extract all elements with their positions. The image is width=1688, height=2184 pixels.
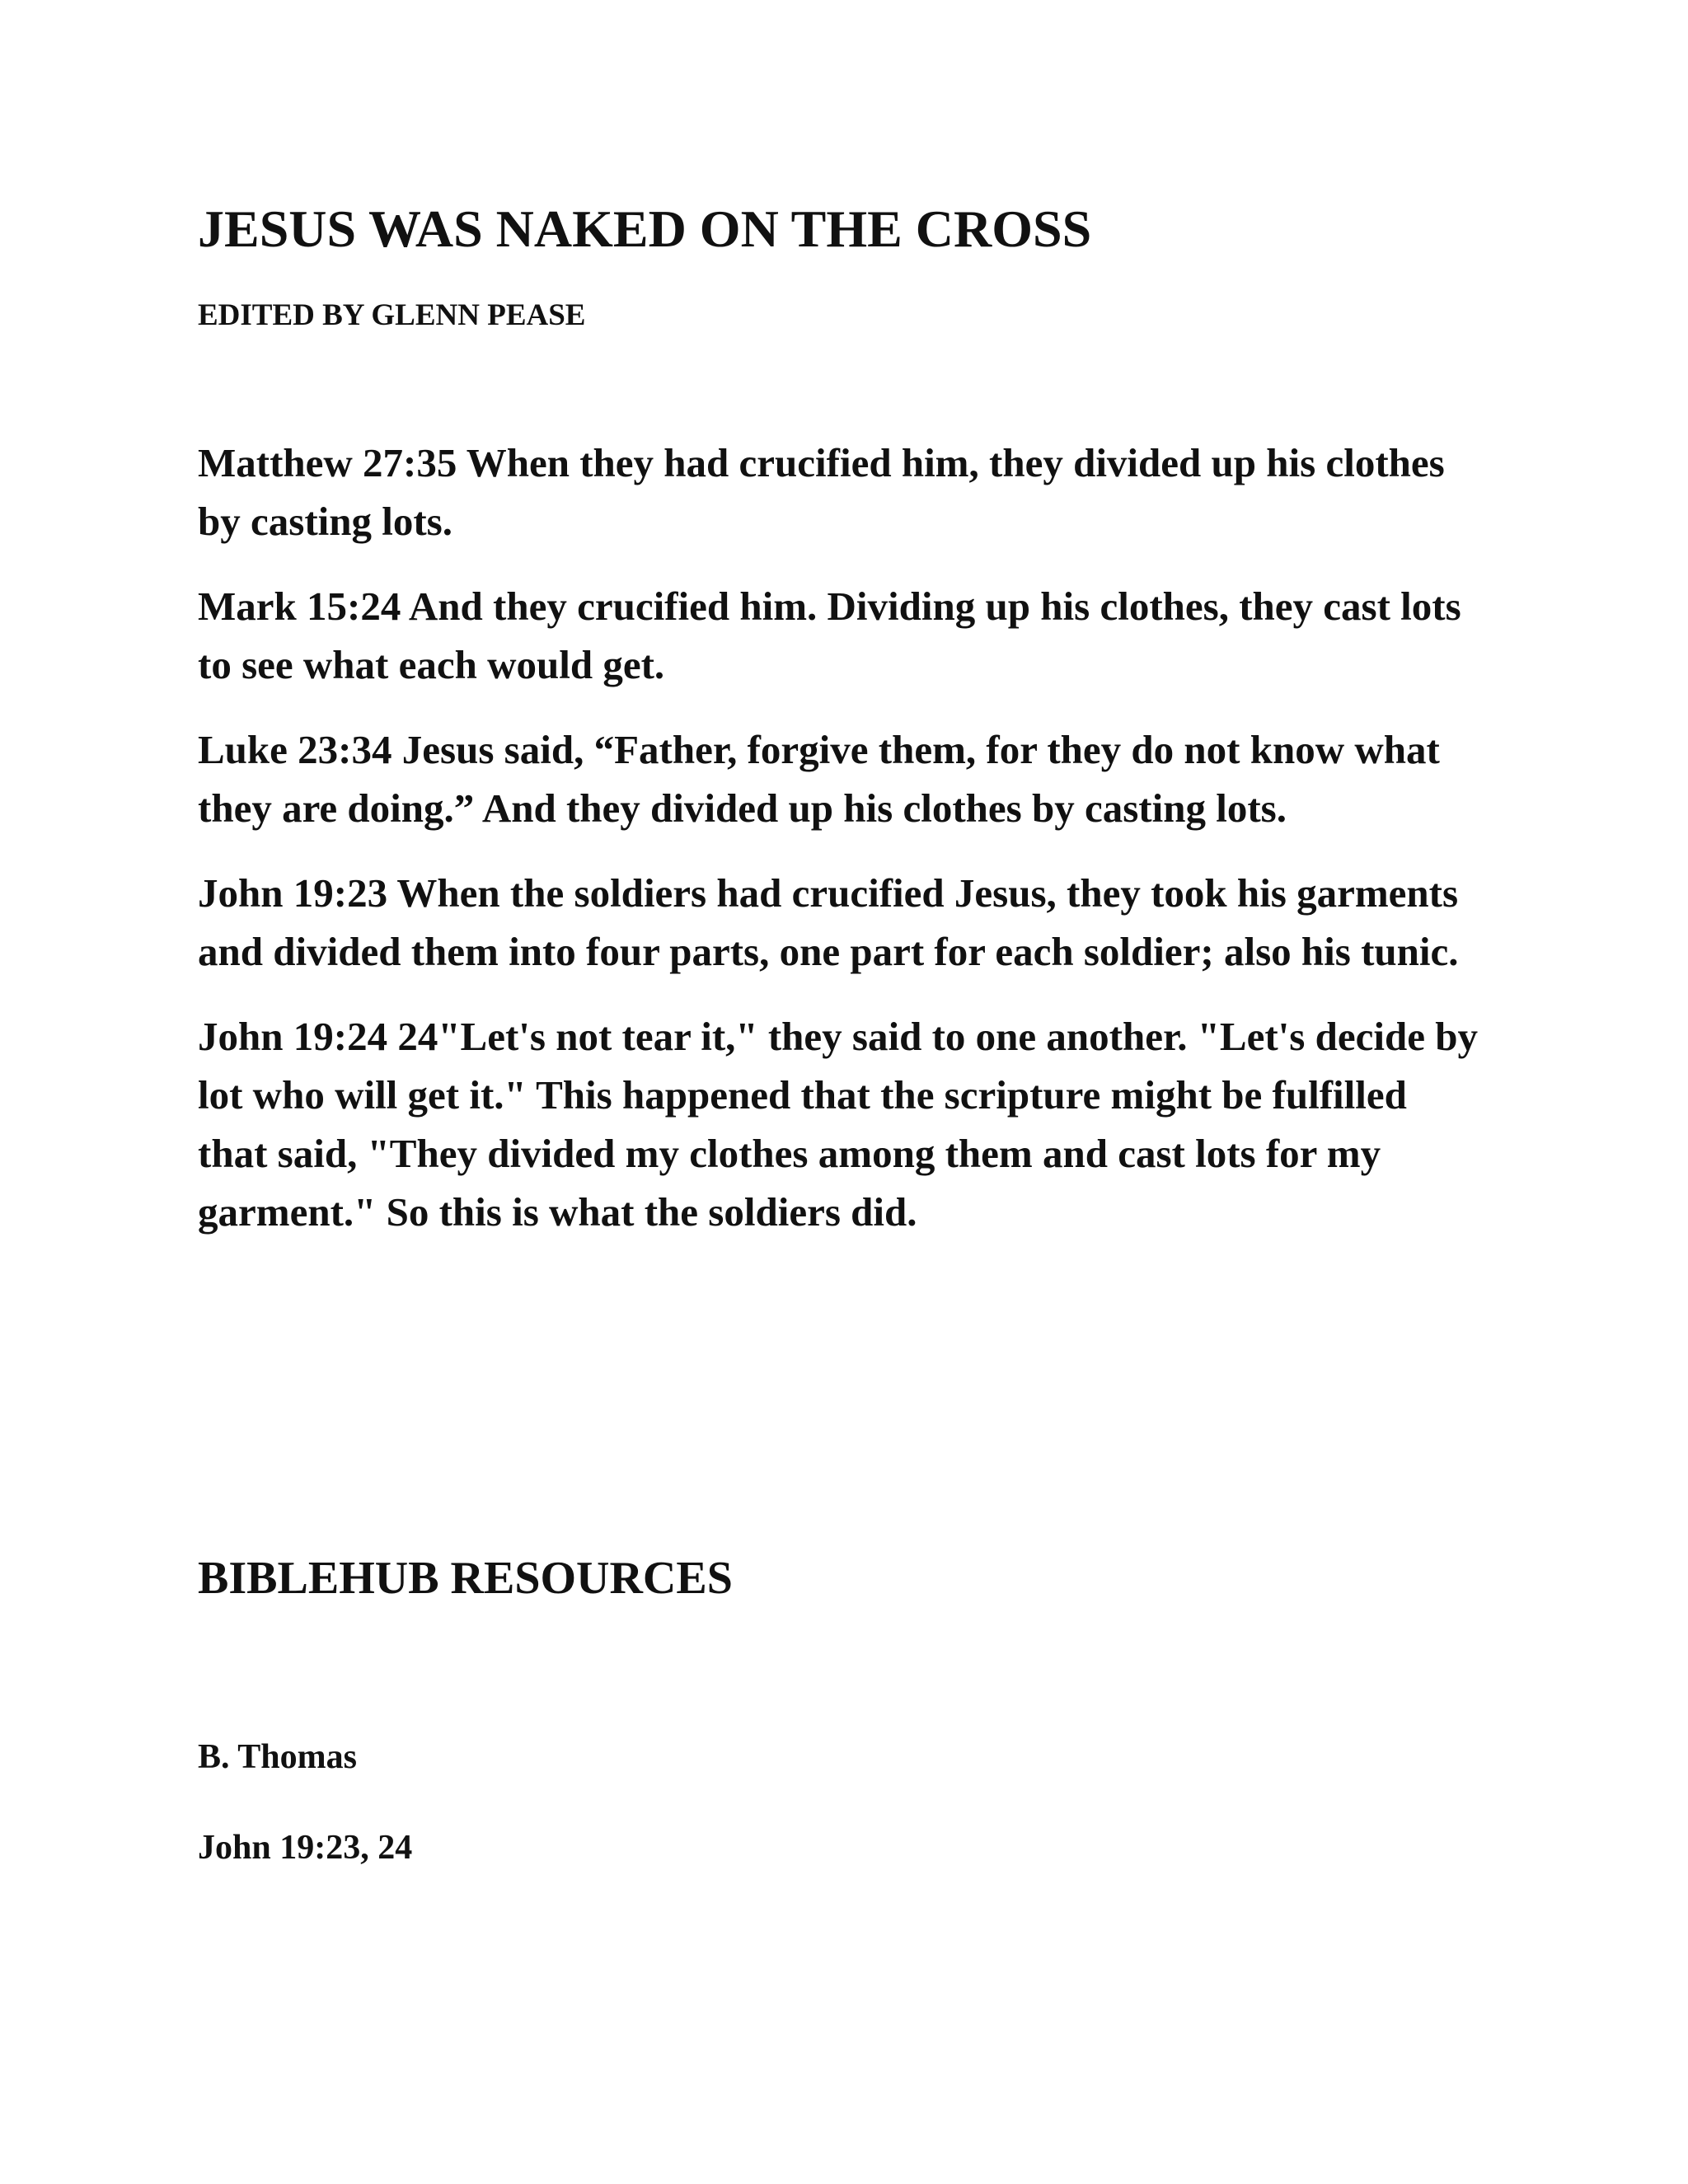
verse-john-19-23: John 19:23 When the soldiers had crucified Jesus, they took his garments and divided them into four parts, one part for each soldier; also his tunic. bbox=[198, 870, 1459, 974]
verse-mark-15-24: Mark 15:24 And they crucified him. Dividing up his clothes, they cast lots to see what each would get. bbox=[198, 583, 1461, 687]
document-title: JESUS WAS NAKED ON THE CROSS bbox=[198, 199, 1092, 258]
verse-luke-23-34: Luke 23:34 Jesus said, “Father, forgive them, for they do not know what they are doing.” And they divided up his clothes by casting lots. bbox=[198, 727, 1440, 831]
verse-list bbox=[198, 434, 1484, 1268]
verse-john-19-24: John 19:24 24"Let's not tear it," they said to one another. "Let's decide by lot who will get it." This happened that the scripture might be fulfilled that said, "They divided my clothes among them and cast lots for my garment." So this is what the soldiers did. bbox=[198, 1014, 1478, 1235]
editor-byline: EDITED BY GLENN PEASE bbox=[198, 298, 586, 332]
resource-author: B. Thomas bbox=[198, 1738, 357, 1776]
section-heading: BIBLEHUB RESOURCES bbox=[198, 1553, 733, 1604]
verse-matthew-27-35: Matthew 27:35 When they had crucified him, they divided up his clothes by casting lots. bbox=[198, 440, 1445, 544]
resource-reference: John 19:23, 24 bbox=[198, 1829, 413, 1867]
